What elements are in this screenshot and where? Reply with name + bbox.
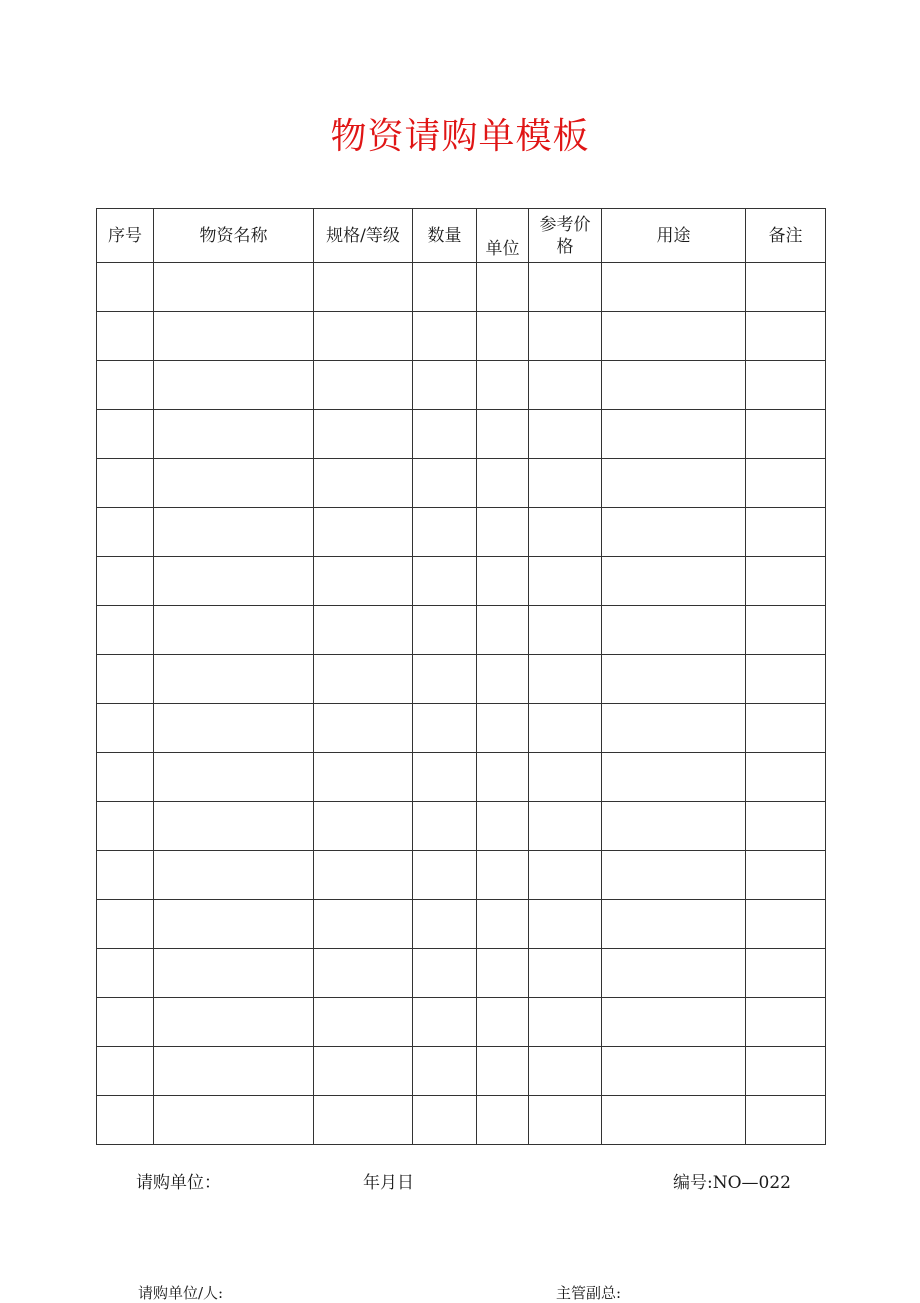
cell-quantity[interactable] [413, 557, 477, 606]
cell-index[interactable] [97, 459, 154, 508]
cell-quantity[interactable] [413, 655, 477, 704]
table-row [97, 361, 826, 410]
cell-index[interactable] [97, 312, 154, 361]
cell-index[interactable] [97, 508, 154, 557]
table-row [97, 704, 826, 753]
column-header-item-name: 物资名称 [154, 209, 314, 263]
cell-spec-grade[interactable] [314, 998, 413, 1047]
table-row [97, 1047, 826, 1096]
cell-item-name[interactable] [154, 410, 314, 459]
cell-unit[interactable] [477, 802, 529, 851]
cell-unit[interactable] [477, 361, 529, 410]
cell-item-name[interactable] [154, 655, 314, 704]
cell-spec-grade[interactable] [314, 1096, 413, 1145]
requester-signature-label: 请购单位/人: [138, 1284, 224, 1302]
cell-remarks[interactable] [746, 263, 826, 312]
cell-quantity[interactable] [413, 459, 477, 508]
cell-purpose[interactable] [602, 802, 746, 851]
cell-quantity[interactable] [413, 312, 477, 361]
cell-remarks[interactable] [746, 753, 826, 802]
column-header-index: 序号 [97, 209, 154, 263]
column-header-unit: 单位 [477, 209, 529, 263]
cell-spec-grade[interactable] [314, 459, 413, 508]
cell-item-name[interactable] [154, 900, 314, 949]
table-row [97, 557, 826, 606]
cell-item-name[interactable] [154, 802, 314, 851]
cell-index[interactable] [97, 900, 154, 949]
cell-purpose[interactable] [602, 606, 746, 655]
cell-unit[interactable] [477, 1047, 529, 1096]
cell-item-name[interactable] [154, 998, 314, 1047]
table-row [97, 900, 826, 949]
supervisor-signature-label: 主管副总: [556, 1284, 622, 1302]
cell-purpose[interactable] [602, 410, 746, 459]
cell-item-name[interactable] [154, 263, 314, 312]
cell-index[interactable] [97, 1047, 154, 1096]
cell-purpose[interactable] [602, 753, 746, 802]
document-title: 物资请购单模板 [330, 116, 590, 157]
cell-reference-price[interactable] [529, 655, 602, 704]
cell-purpose[interactable] [602, 851, 746, 900]
cell-quantity[interactable] [413, 361, 477, 410]
cell-index[interactable] [97, 802, 154, 851]
cell-item-name[interactable] [154, 312, 314, 361]
cell-reference-price[interactable] [529, 900, 602, 949]
cell-unit[interactable] [477, 312, 529, 361]
table-header-row [97, 209, 826, 263]
cell-unit[interactable] [477, 900, 529, 949]
cell-item-name[interactable] [154, 1047, 314, 1096]
cell-spec-grade[interactable] [314, 557, 413, 606]
column-header-reference-price: 参考价格 [529, 209, 602, 263]
cell-quantity[interactable] [413, 606, 477, 655]
cell-reference-price[interactable] [529, 557, 602, 606]
cell-purpose[interactable] [602, 998, 746, 1047]
cell-reference-price[interactable] [529, 949, 602, 998]
cell-purpose[interactable] [602, 900, 746, 949]
table-row [97, 1096, 826, 1145]
cell-unit[interactable] [477, 704, 529, 753]
cell-index[interactable] [97, 1096, 154, 1145]
column-header-spec-grade: 规格/等级 [314, 209, 413, 263]
cell-spec-grade[interactable] [314, 851, 413, 900]
cell-remarks[interactable] [746, 361, 826, 410]
cell-quantity[interactable] [413, 410, 477, 459]
column-header-quantity: 数量 [413, 209, 477, 263]
cell-spec-grade[interactable] [314, 802, 413, 851]
cell-reference-price[interactable] [529, 1047, 602, 1096]
cell-reference-price[interactable] [529, 998, 602, 1047]
cell-remarks[interactable] [746, 851, 826, 900]
cell-reference-price[interactable] [529, 802, 602, 851]
cell-spec-grade[interactable] [314, 900, 413, 949]
requesting-unit-label: 请购单位： [136, 1173, 221, 1193]
cell-item-name[interactable] [154, 704, 314, 753]
cell-spec-grade[interactable] [314, 508, 413, 557]
cell-remarks[interactable] [746, 410, 826, 459]
cell-unit[interactable] [477, 949, 529, 998]
cell-unit[interactable] [477, 557, 529, 606]
cell-remarks[interactable] [746, 802, 826, 851]
cell-remarks[interactable] [746, 900, 826, 949]
table-row [97, 508, 826, 557]
cell-purpose[interactable] [602, 1047, 746, 1096]
cell-reference-price[interactable] [529, 1096, 602, 1145]
serial-number-label: 编号:NO—022 [673, 1173, 791, 1193]
cell-spec-grade[interactable] [314, 1047, 413, 1096]
cell-quantity[interactable] [413, 900, 477, 949]
cell-unit[interactable] [477, 606, 529, 655]
cell-purpose[interactable] [602, 459, 746, 508]
cell-purpose[interactable] [602, 655, 746, 704]
cell-quantity[interactable] [413, 508, 477, 557]
cell-remarks[interactable] [746, 998, 826, 1047]
cell-index[interactable] [97, 998, 154, 1047]
cell-index[interactable] [97, 655, 154, 704]
cell-unit[interactable] [477, 263, 529, 312]
cell-remarks[interactable] [746, 508, 826, 557]
cell-index[interactable] [97, 753, 154, 802]
cell-unit[interactable] [477, 410, 529, 459]
cell-remarks[interactable] [746, 459, 826, 508]
cell-item-name[interactable] [154, 557, 314, 606]
cell-item-name[interactable] [154, 361, 314, 410]
cell-item-name[interactable] [154, 459, 314, 508]
cell-unit[interactable] [477, 508, 529, 557]
cell-reference-price[interactable] [529, 753, 602, 802]
cell-spec-grade[interactable] [314, 361, 413, 410]
table-row [97, 459, 826, 508]
cell-unit[interactable] [477, 459, 529, 508]
cell-quantity[interactable] [413, 704, 477, 753]
cell-spec-grade[interactable] [314, 606, 413, 655]
cell-index[interactable] [97, 263, 154, 312]
cell-reference-price[interactable] [529, 361, 602, 410]
table-row [97, 410, 826, 459]
cell-remarks[interactable] [746, 312, 826, 361]
requisition-table [96, 208, 826, 1145]
cell-remarks[interactable] [746, 704, 826, 753]
table-row [97, 655, 826, 704]
cell-purpose[interactable] [602, 557, 746, 606]
cell-quantity[interactable] [413, 998, 477, 1047]
cell-item-name[interactable] [154, 1096, 314, 1145]
cell-unit[interactable] [477, 851, 529, 900]
cell-purpose[interactable] [602, 263, 746, 312]
cell-spec-grade[interactable] [314, 949, 413, 998]
cell-quantity[interactable] [413, 1096, 477, 1145]
cell-reference-price[interactable] [529, 410, 602, 459]
table-row [97, 851, 826, 900]
cell-spec-grade[interactable] [314, 410, 413, 459]
cell-spec-grade[interactable] [314, 753, 413, 802]
cell-purpose[interactable] [602, 704, 746, 753]
cell-unit[interactable] [477, 998, 529, 1047]
table-row [97, 753, 826, 802]
table-row [97, 998, 826, 1047]
cell-remarks[interactable] [746, 655, 826, 704]
cell-reference-price[interactable] [529, 606, 602, 655]
cell-reference-price[interactable] [529, 508, 602, 557]
cell-item-name[interactable] [154, 949, 314, 998]
column-header-purpose: 用途 [602, 209, 746, 263]
cell-index[interactable] [97, 949, 154, 998]
table-row [97, 802, 826, 851]
table-body [97, 263, 826, 1145]
table-row [97, 606, 826, 655]
cell-item-name[interactable] [154, 851, 314, 900]
cell-quantity[interactable] [413, 802, 477, 851]
cell-purpose[interactable] [602, 949, 746, 998]
cell-index[interactable] [97, 361, 154, 410]
cell-index[interactable] [97, 704, 154, 753]
cell-reference-price[interactable] [529, 312, 602, 361]
cell-item-name[interactable] [154, 508, 314, 557]
cell-reference-price[interactable] [529, 459, 602, 508]
cell-index[interactable] [97, 606, 154, 655]
cell-reference-price[interactable] [529, 851, 602, 900]
cell-spec-grade[interactable] [314, 263, 413, 312]
cell-quantity[interactable] [413, 263, 477, 312]
cell-remarks[interactable] [746, 606, 826, 655]
cell-quantity[interactable] [413, 851, 477, 900]
cell-purpose[interactable] [602, 312, 746, 361]
date-label: 年月日 [363, 1173, 414, 1193]
cell-unit[interactable] [477, 655, 529, 704]
cell-quantity[interactable] [413, 753, 477, 802]
cell-quantity[interactable] [413, 1047, 477, 1096]
cell-purpose[interactable] [602, 1096, 746, 1145]
cell-index[interactable] [97, 851, 154, 900]
cell-remarks[interactable] [746, 557, 826, 606]
cell-purpose[interactable] [602, 361, 746, 410]
cell-reference-price[interactable] [529, 263, 602, 312]
column-header-remarks: 备注 [746, 209, 826, 263]
cell-unit[interactable] [477, 753, 529, 802]
cell-spec-grade[interactable] [314, 312, 413, 361]
cell-remarks[interactable] [746, 1047, 826, 1096]
cell-item-name[interactable] [154, 753, 314, 802]
cell-unit[interactable] [477, 1096, 529, 1145]
cell-index[interactable] [97, 557, 154, 606]
cell-item-name[interactable] [154, 606, 314, 655]
cell-remarks[interactable] [746, 1096, 826, 1145]
table-row [97, 312, 826, 361]
cell-spec-grade[interactable] [314, 655, 413, 704]
cell-quantity[interactable] [413, 949, 477, 998]
cell-remarks[interactable] [746, 949, 826, 998]
cell-spec-grade[interactable] [314, 704, 413, 753]
table-row [97, 263, 826, 312]
cell-purpose[interactable] [602, 508, 746, 557]
table-row [97, 949, 826, 998]
cell-index[interactable] [97, 410, 154, 459]
cell-reference-price[interactable] [529, 704, 602, 753]
